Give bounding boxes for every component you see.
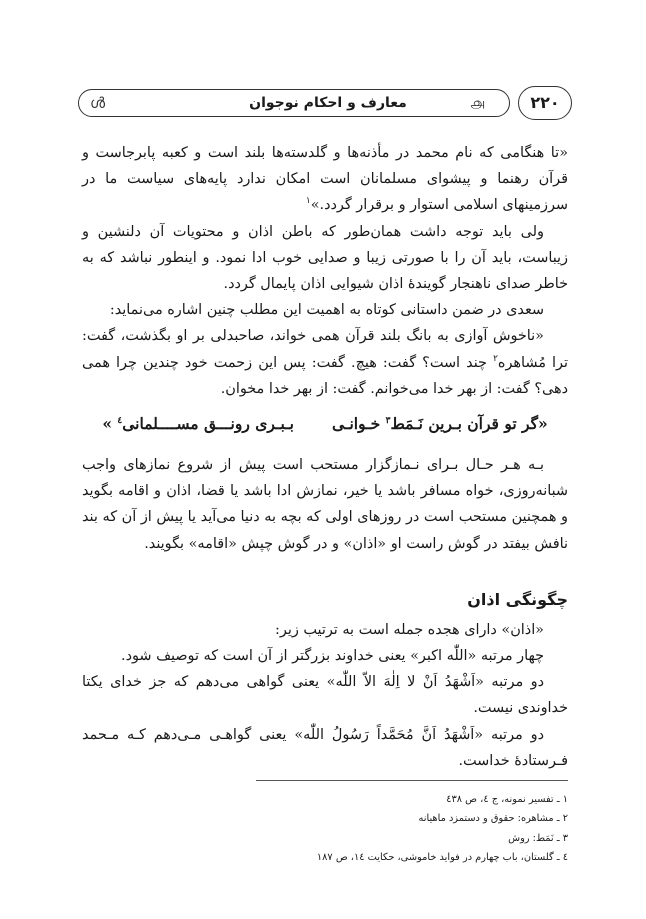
main-content — [82, 140, 568, 774]
poem-verse — [82, 409, 568, 439]
footnote-3: ۳ ـ نَمَط: روش — [508, 832, 568, 844]
footnote-1: ۱ ـ تفسیر نمونه، ج ٤، ص ٤٣٨ — [446, 794, 568, 805]
footnote-divider — [256, 780, 568, 781]
poem-hemistich-1-text: «گر تو قرآن بـرین نَـمَط — [390, 414, 548, 434]
quote-text: «تا هنگامی که نام محمد در مأذنه‌ها و گلدسته‌ها بلند است و کعبه پابرجاست و قرآن رهنما و پیشوای مسلمانان است امکان ندارد پایه‌های سیاست ما در سرزمینهای اسلامی استوار و برقرار گردد.» — [82, 145, 568, 214]
section-line: چهار مرتبه «اللّٰه اکبر» یعنی خداوند بزرگتر از آن است که توصیف شود. — [121, 648, 544, 665]
footnotes — [256, 790, 568, 867]
anecdote-text-1: «ناخوش آوازی به بانگ بلند قرآن همی خواند، صاحبدلی بر او بگذشت، گفت: ترا مُشاهره — [82, 328, 568, 371]
body-paragraph: بـه هـر حـال بـرای نـمازگزار مستحب است پیش از شروع نمازهای واجب شبانه‌روزی، خواه مسافر باشد یا خیر، نمازش ادا باشد یا قضا، اذان و اقامه بگوید و همچنین مستحب است در روزهای اولی که بچه به دنیا می‌آید یا پیش از آن که بند نافش بیفتد در گوش راست او «اذان» و در گوش چپش «اقامه» بگویند. — [82, 457, 568, 552]
poem-hemistich-2 — [102, 409, 294, 439]
footnote-ref-1: ۱ — [305, 196, 311, 207]
section-line: «اذان» دارای هجده جمله است به ترتیب زیر: — [275, 621, 544, 638]
section-line: دو مرتبه «اَشْهَدُ اَنْ لا اِلٰهَ الاّ اللّٰه» یعنی گواهی می‌دهم که جز خدای یکتا خداوندی نیست. — [82, 674, 568, 717]
footnote-ref-3: ۳ — [385, 415, 391, 426]
page-number: ۲۲۰ — [518, 86, 572, 120]
footnote-ref-4: ٤ — [117, 415, 123, 426]
body-paragraph: سعدی در ضمن داستانی کوتاه به اهمیت این مطلب چنین اشاره می‌نماید: — [109, 302, 544, 319]
footnote-ref-2: ۲ — [493, 353, 498, 364]
ornament-right-icon: ௮ — [470, 94, 485, 112]
quote-paragraph — [82, 140, 568, 219]
poem-hemistich-1 — [332, 409, 548, 439]
poem-close-quote: » — [102, 414, 112, 434]
page-header — [78, 86, 572, 120]
footnote-2: ۲ ـ مشاهره: حقوق و دستمزد ماهیانه — [418, 813, 568, 825]
anecdote-text-2: چند است؟ گفت: هیچ. گفت: پس این زحمت خود چندین چرا همی دهی؟ گفت: از بهر خدا می‌خوانم. گفت: از بهر خدا مخوان. — [82, 354, 568, 397]
poem-hemistich-2-text: بـبـری رونـــق مســــلمانی — [122, 414, 294, 434]
ornament-left-icon: ൾ — [90, 94, 106, 112]
anecdote-paragraph — [82, 323, 568, 402]
body-paragraph: ولی باید توجه داشت همان‌طور که باطن اذان و محتویات آن دلنشین و زیباست، باید آن را با صورتی زیبا و صدایی خوب ادا نمود. و اینطور نباشد که به خاطر صدای ناهنجار گویندهٔ اذان شیوایی اذان پایمال گردد. — [82, 223, 568, 293]
footnote-4: ٤ ـ گلستان، باب چهارم در فواید خاموشی، حکایت ١٤، ص ١٨٧ — [316, 851, 568, 863]
poem-hemistich-1-end: خـوانـی — [331, 414, 381, 434]
section-line: دو مرتبه «اَشْهَدُ اَنَّ مُحَمَّداً رَسُولُ اللّٰه» یعنی گواهـی مـی‌دهم کـه مـحمد فـرستادهٔ خداست. — [82, 726, 568, 769]
section-heading: چگونگی اذان — [467, 589, 568, 609]
book-title: معارف و احکام نوجوان — [249, 95, 407, 111]
